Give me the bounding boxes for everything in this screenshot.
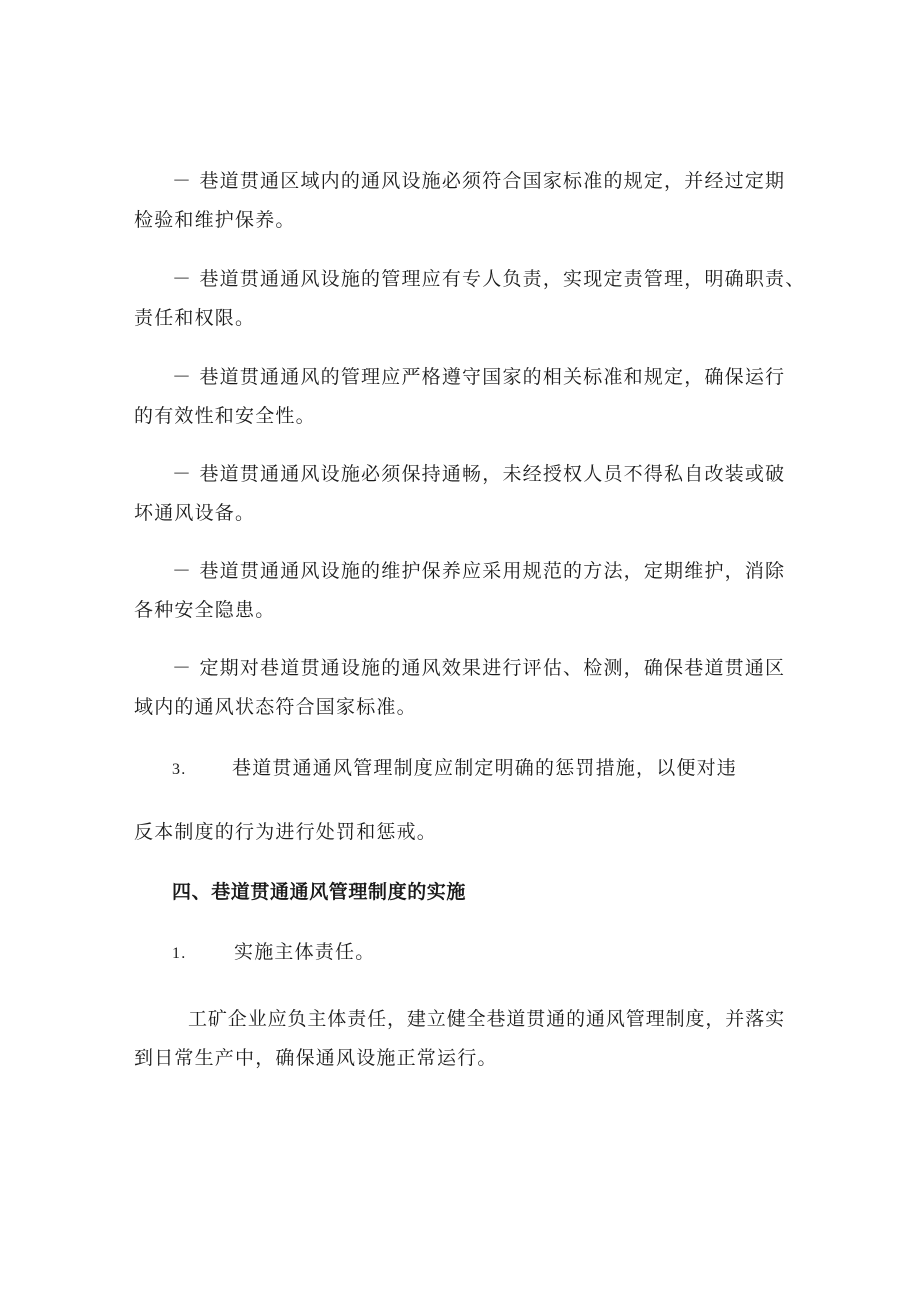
clause-1-text: 实施主体责任。	[234, 941, 376, 963]
list-item-4-line2: 坏通风设备。	[134, 502, 256, 524]
clause-3-line1	[172, 755, 737, 783]
paragraph-line2: 到日常生产中，确保通风设施正常运行。	[134, 1047, 498, 1069]
list-item-2-line1: － 巷道贯通通风设施的管理应有专人负责，实现定责管理，明确职责、	[172, 268, 806, 290]
clause-1-line	[172, 939, 375, 967]
clause-3-number: 3.	[172, 761, 187, 778]
clause-1-number: 1.	[172, 945, 187, 962]
list-item-3-line1: － 巷道贯通通风的管理应严格遵守国家的相关标准和规定，确保运行	[172, 366, 786, 388]
clause-3-text: 巷道贯通通风管理制度应制定明确的惩罚措施，以便对违	[232, 757, 738, 779]
list-item-5-line2: 各种安全隐患。	[134, 599, 276, 621]
list-item-6-line2: 域内的通风状态符合国家标准。	[134, 696, 417, 718]
list-item-1-line2: 检验和维护保养。	[134, 209, 296, 231]
list-item-3-line2: 的有效性和安全性。	[134, 405, 316, 427]
section-4-heading: 四、巷道贯通通风管理制度的实施	[172, 881, 467, 903]
clause-3-line2: 反本制度的行为进行处罚和惩戒。	[134, 821, 438, 843]
list-item-5-line1: － 巷道贯通通风设施的维护保养应采用规范的方法，定期维护，消除	[172, 560, 786, 582]
paragraph-line1: 工矿企业应负主体责任，建立健全巷道贯通的通风管理制度，并落实	[188, 1008, 786, 1030]
list-item-2-line2: 责任和权限。	[134, 307, 256, 329]
list-item-4-line1: － 巷道贯通通风设施必须保持通畅，未经授权人员不得私自改装或破	[172, 463, 786, 485]
list-item-6-line1: － 定期对巷道贯通设施的通风效果进行评估、检测，确保巷道贯通区	[172, 657, 786, 679]
list-item-1-line1: － 巷道贯通区域内的通风设施必须符合国家标准的规定，并经过定期	[172, 170, 786, 192]
